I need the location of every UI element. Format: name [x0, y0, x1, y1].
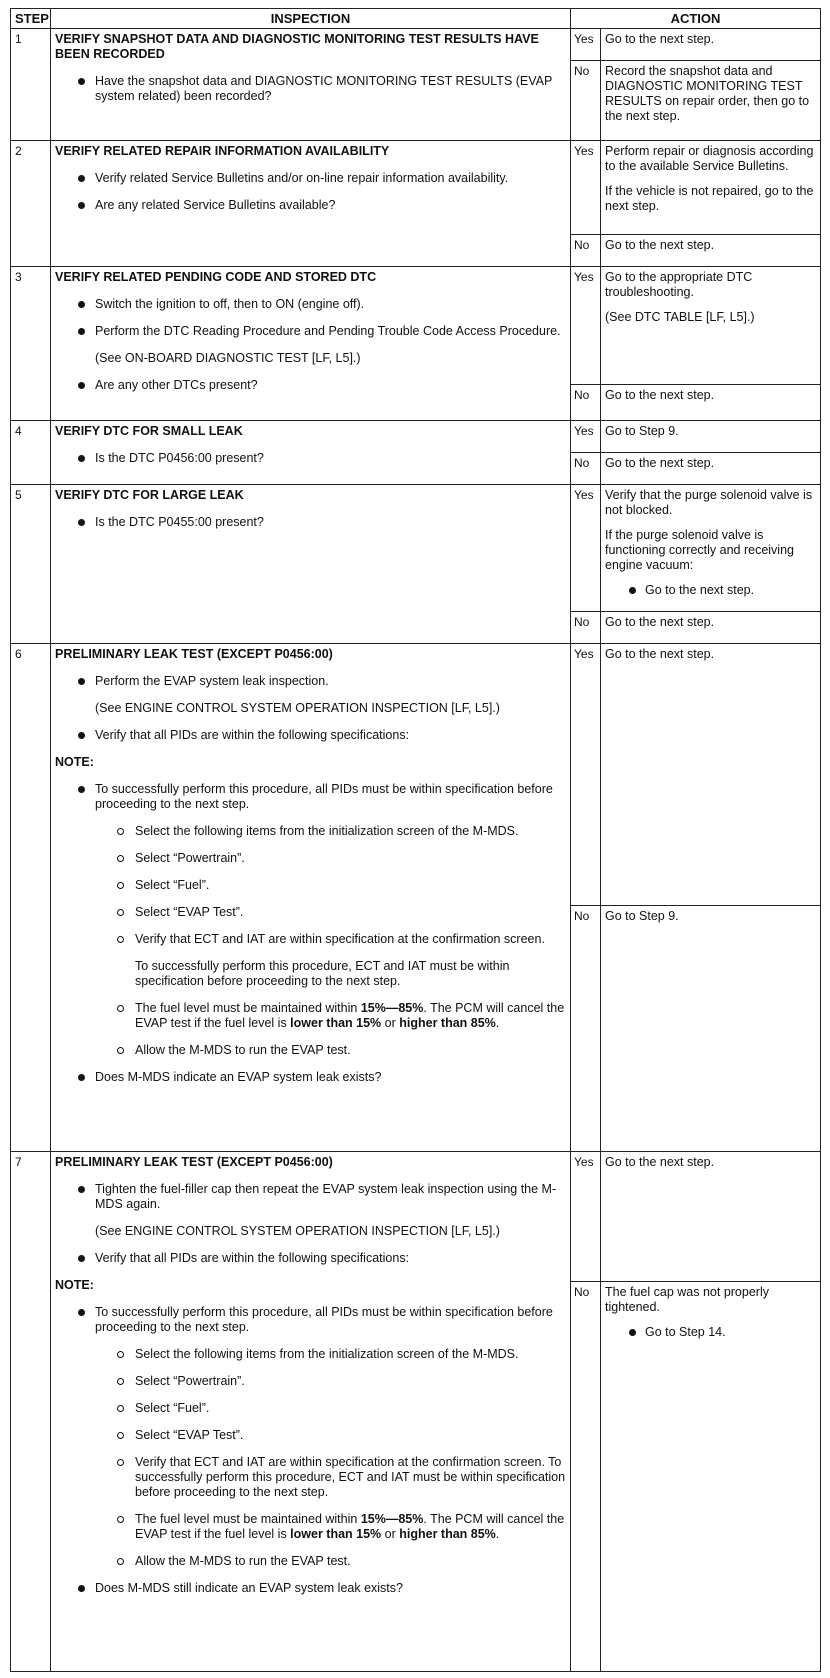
action-text: Go to Step 9. [605, 424, 679, 438]
list-item: To successfully perform this procedure, all PIDs must be within specification before proceeding to the next step. [55, 1305, 566, 1335]
no-label: No [571, 235, 601, 267]
action-text: Go to the next step. [605, 615, 715, 629]
action-text: Go to the next step. [605, 456, 715, 470]
action-yes [601, 1152, 821, 1282]
fuel-level-high: higher than 85% [399, 1527, 496, 1541]
fuel-level-low: lower than 15% [290, 1527, 382, 1541]
no-label: No [571, 385, 601, 421]
yes-label: Yes [571, 267, 601, 385]
step-number: 6 [11, 644, 51, 1152]
list-item: Does M-MDS still indicate an EVAP system leak exists? [55, 1581, 566, 1596]
action-list-item: Go to Step 14. [605, 1325, 816, 1340]
fuel-level-text: . [495, 1016, 500, 1030]
sub-list-item: Allow the M-MDS to run the EVAP test. [55, 1554, 566, 1569]
action-column-header: ACTION [571, 9, 821, 29]
sub-list-item [55, 1512, 566, 1542]
inspection-cell [51, 29, 571, 141]
fuel-level-high: higher than 85% [399, 1016, 496, 1030]
inspection-cell [51, 1152, 571, 1672]
action-yes [601, 421, 821, 453]
action-text: Verify that the purge solenoid valve is not blocked. [605, 488, 813, 517]
step-title: VERIFY DTC FOR LARGE LEAK [55, 488, 244, 502]
no-label: No [571, 61, 601, 141]
sub-list-item: Verify that ECT and IAT are within specification at the confirmation screen. To successfully perform this procedure, ECT and IAT must be within specification before proceeding to the next step. [55, 1455, 566, 1500]
list-item: Switch the ignition to off, then to ON (engine off). [55, 297, 566, 312]
step-title: PRELIMINARY LEAK TEST (EXCEPT P0456:00) [55, 1155, 333, 1169]
step-number: 7 [11, 1152, 51, 1672]
table-row [11, 29, 821, 61]
reference-text: (See ENGINE CONTROL SYSTEM OPERATION INSPECTION [LF, L5].) [95, 701, 500, 715]
action-no [601, 61, 821, 141]
inspection-cell [51, 421, 571, 485]
sub-list-item: Verify that ECT and IAT are within specification at the confirmation screen. [55, 932, 566, 947]
fuel-level-text: The fuel level must be maintained within [135, 1512, 361, 1526]
yes-label: Yes [571, 29, 601, 61]
action-text: If the vehicle is not repaired, go to the next step. [605, 184, 814, 213]
note-label: NOTE: [55, 755, 94, 769]
inspection-cell [51, 485, 571, 644]
fuel-level-text: . The PCM will cancel the EVAP test if the fuel level is [135, 1001, 565, 1030]
sub-list-item: Select “Fuel”. [55, 1401, 566, 1416]
table-row [11, 644, 821, 906]
list-item: Perform the DTC Reading Procedure and Pending Trouble Code Access Procedure. [55, 324, 566, 339]
list-item: Are any other DTCs present? [55, 378, 566, 393]
step-title: VERIFY RELATED PENDING CODE AND STORED DTC [55, 270, 377, 284]
action-text: Go to the next step. [605, 1155, 715, 1169]
yes-label: Yes [571, 141, 601, 235]
action-text: Go to the next step. [605, 32, 715, 46]
yes-label: Yes [571, 1152, 601, 1282]
list-item: Verify that all PIDs are within the following specifications: [55, 1251, 566, 1266]
sub-list-item: Select “Fuel”. [55, 878, 566, 893]
step-number: 3 [11, 267, 51, 421]
action-text: Perform repair or diagnosis according to the available Service Bulletins. [605, 144, 814, 173]
step-number: 2 [11, 141, 51, 267]
action-list-item: Go to the next step. [605, 583, 816, 598]
sub-list-text: To successfully perform this procedure, ECT and IAT must be within specification before proceeding to the next step. [135, 959, 510, 988]
action-text: Go to the appropriate DTC troubleshooting. [605, 270, 753, 299]
list-item: Have the snapshot data and DIAGNOSTIC MONITORING TEST RESULTS (EVAP system related) been recorded? [55, 74, 566, 104]
action-yes [601, 644, 821, 906]
inspection-column-header: INSPECTION [51, 9, 571, 29]
action-text: Go to Step 9. [605, 909, 679, 923]
action-text: Go to the next step. [605, 647, 715, 661]
action-yes [601, 485, 821, 612]
list-item: Is the DTC P0456:00 present? [55, 451, 566, 466]
no-label: No [571, 612, 601, 644]
action-text: Go to the next step. [605, 388, 715, 402]
action-text: Go to the next step. [605, 238, 715, 252]
step-title: VERIFY RELATED REPAIR INFORMATION AVAILABILITY [55, 144, 390, 158]
reference-text: (See ON-BOARD DIAGNOSTIC TEST [LF, L5].) [95, 351, 361, 365]
fuel-level-text: . The PCM will cancel the EVAP test if the fuel level is [135, 1512, 565, 1541]
no-label: No [571, 906, 601, 1152]
diagnostic-table [10, 8, 821, 1672]
action-text: (See DTC TABLE [LF, L5].) [605, 310, 755, 324]
list-item: Perform the EVAP system leak inspection. [55, 674, 566, 689]
action-text: Record the snapshot data and DIAGNOSTIC MONITORING TEST RESULTS on repair order, then go to the next step. [605, 64, 810, 123]
action-no [601, 1282, 821, 1672]
action-text: The fuel cap was not properly tightened. [605, 1285, 769, 1314]
action-text: If the purge solenoid valve is functioning correctly and receiving engine vacuum: [605, 528, 794, 572]
table-row [11, 141, 821, 235]
fuel-level-text: The fuel level must be maintained within [135, 1001, 361, 1015]
action-no [601, 385, 821, 421]
fuel-level-range: 15%—85% [360, 1001, 424, 1015]
sub-list-item: Allow the M-MDS to run the EVAP test. [55, 1043, 566, 1058]
action-no [601, 612, 821, 644]
action-no [601, 453, 821, 485]
fuel-level-text: . [495, 1527, 500, 1541]
table-row [11, 485, 821, 612]
no-label: No [571, 1282, 601, 1672]
fuel-level-text: or [381, 1527, 400, 1541]
step-number: 4 [11, 421, 51, 485]
sub-list-item: Select “Powertrain”. [55, 851, 566, 866]
table-row [11, 1152, 821, 1282]
fuel-level-text: or [381, 1016, 400, 1030]
step-title: VERIFY DTC FOR SMALL LEAK [55, 424, 243, 438]
step-title: VERIFY SNAPSHOT DATA AND DIAGNOSTIC MONITORING TEST RESULTS HAVE BEEN RECORDED [55, 32, 539, 61]
action-no [601, 235, 821, 267]
step-number: 5 [11, 485, 51, 644]
list-item: Does M-MDS indicate an EVAP system leak exists? [55, 1070, 566, 1085]
sub-list-item: Select “EVAP Test”. [55, 1428, 566, 1443]
reference-text: (See ENGINE CONTROL SYSTEM OPERATION INSPECTION [LF, L5].) [95, 1224, 500, 1238]
action-yes [601, 29, 821, 61]
yes-label: Yes [571, 421, 601, 453]
table-header-row [11, 9, 821, 29]
sub-list-item: Select the following items from the initialization screen of the M-MDS. [55, 1347, 566, 1362]
inspection-cell [51, 644, 571, 1152]
note-label: NOTE: [55, 1278, 94, 1292]
list-item: Verify that all PIDs are within the following specifications: [55, 728, 566, 743]
action-yes [601, 141, 821, 235]
yes-label: Yes [571, 644, 601, 906]
no-label: No [571, 453, 601, 485]
sub-list-item: Select “EVAP Test”. [55, 905, 566, 920]
action-yes [601, 267, 821, 385]
list-item: Verify related Service Bulletins and/or on-line repair information availability. [55, 171, 566, 186]
step-column-header: STEP [11, 9, 51, 29]
fuel-level-low: lower than 15% [290, 1016, 382, 1030]
inspection-cell [51, 267, 571, 421]
list-item: Tighten the fuel-filler cap then repeat the EVAP system leak inspection using the M-MDS again. [55, 1182, 566, 1212]
list-item: Is the DTC P0455:00 present? [55, 515, 566, 530]
step-title: PRELIMINARY LEAK TEST (EXCEPT P0456:00) [55, 647, 333, 661]
list-item: Are any related Service Bulletins available? [55, 198, 566, 213]
diagnostic-procedure-sheet [10, 8, 820, 1672]
inspection-cell [51, 141, 571, 267]
sub-list-item: Select “Powertrain”. [55, 1374, 566, 1389]
table-row [11, 267, 821, 385]
table-row [11, 421, 821, 453]
action-no [601, 906, 821, 1152]
yes-label: Yes [571, 485, 601, 612]
step-number: 1 [11, 29, 51, 141]
list-item: To successfully perform this procedure, all PIDs must be within specification before proceeding to the next step. [55, 782, 566, 812]
sub-list-item [55, 1001, 566, 1031]
sub-list-item: Select the following items from the initialization screen of the M-MDS. [55, 824, 566, 839]
fuel-level-range: 15%—85% [360, 1512, 424, 1526]
